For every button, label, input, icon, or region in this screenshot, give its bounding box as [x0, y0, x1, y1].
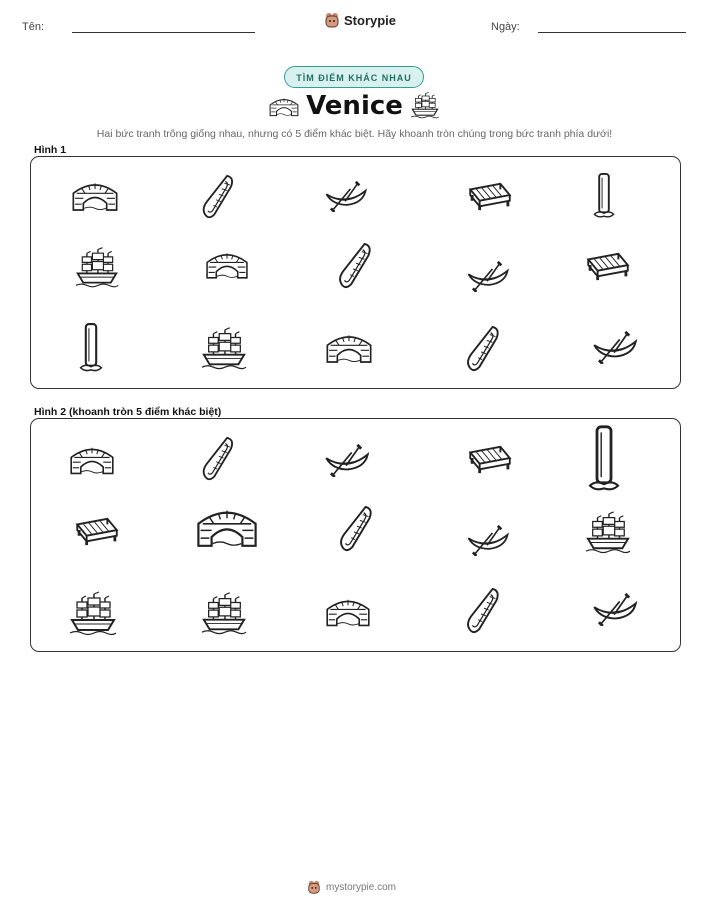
picture1-gondola-icon[interactable] — [196, 174, 240, 220]
picture2-rowboat-icon[interactable] — [590, 592, 640, 626]
date-label: Ngày: — [491, 21, 520, 33]
picture1-dock-icon[interactable] — [465, 180, 515, 212]
picture1-pole-icon[interactable] — [78, 322, 104, 374]
picture2-bridge-icon[interactable] — [194, 503, 260, 549]
picture2-ship-icon[interactable] — [584, 510, 632, 554]
bear-logo-icon — [307, 880, 321, 894]
picture2-gondola-icon[interactable] — [333, 505, 379, 553]
picture1-rowboat-icon[interactable] — [465, 260, 511, 292]
activity-badge: TÌM ĐIỂM KHÁC NHAU — [284, 66, 424, 88]
picture1-bridge-icon[interactable] — [70, 178, 120, 212]
picture2-gondola-icon[interactable] — [460, 587, 506, 635]
title-ship-icon — [410, 91, 440, 119]
page-title: Venice — [306, 91, 403, 121]
picture1-label: Hình 1 — [34, 144, 67, 156]
picture1-dock-icon[interactable] — [583, 250, 633, 282]
bear-logo-icon — [324, 12, 340, 28]
picture2-label: Hình 2 (khoanh tròn 5 điểm khác biệt) — [34, 406, 222, 418]
picture1-ship-icon[interactable] — [200, 325, 248, 371]
footer — [307, 880, 396, 894]
picture1-gondola-icon[interactable] — [460, 325, 506, 373]
name-field[interactable] — [72, 32, 255, 33]
date-field[interactable] — [538, 32, 686, 33]
footer-text[interactable]: mystorypie.com — [326, 881, 397, 893]
picture1-ship-icon[interactable] — [74, 245, 120, 289]
picture2-dock-icon[interactable] — [72, 515, 122, 547]
picture2-gondola-icon[interactable] — [196, 436, 240, 482]
picture2-rowboat-icon[interactable] — [323, 443, 371, 477]
picture1-bridge-icon[interactable] — [204, 248, 250, 280]
picture1-pole-icon[interactable] — [592, 172, 616, 220]
picture2-ship-icon[interactable] — [200, 590, 248, 636]
logo-text: Storypie — [344, 12, 397, 28]
picture1-rowboat-icon[interactable] — [590, 330, 640, 364]
picture1-bridge-icon[interactable] — [324, 330, 374, 364]
picture2-dock-icon[interactable] — [464, 443, 516, 475]
picture2-bridge-icon[interactable] — [324, 594, 372, 628]
instructions: Hai bức tranh trông giống nhau, nhưng có 5 điểm khác biệt. Hãy khoanh tròn chúng trong bức tranh phía dưới! — [96, 128, 613, 140]
picture2-rowboat-icon[interactable] — [464, 524, 512, 556]
picture2-pole-icon[interactable] — [582, 424, 626, 494]
picture1-gondola-icon[interactable] — [332, 242, 378, 290]
picture2-bridge-icon[interactable] — [68, 442, 116, 476]
picture2-ship-icon[interactable] — [68, 590, 118, 636]
storypie-logo — [324, 12, 396, 28]
picture1-rowboat-icon[interactable] — [323, 180, 369, 212]
name-label: Tên: — [22, 21, 45, 33]
